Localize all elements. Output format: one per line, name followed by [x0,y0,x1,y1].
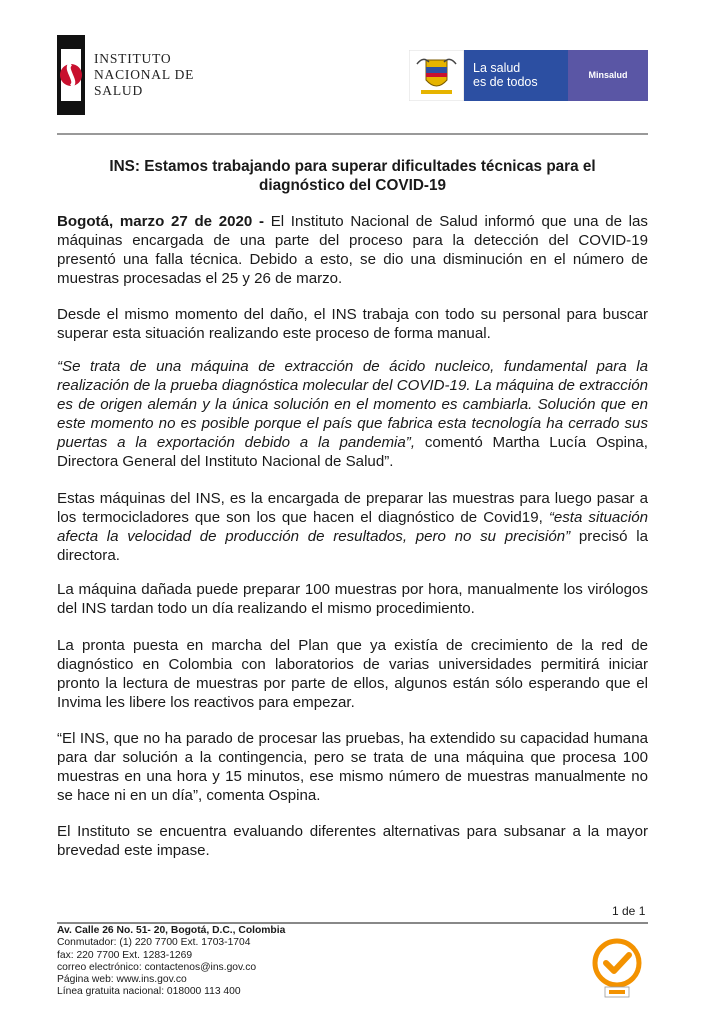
footer-address: Av. Calle 26 No. 51- 20, Bogotá, D.C., Colombia [57,925,286,936]
colombia-coat-of-arms-icon [409,50,464,101]
ins-logo-icon [57,35,85,115]
slogan-line1: La salud [473,61,521,75]
paragraph-3 [57,357,648,471]
paragraph-5: La máquina dañada puede preparar 100 muestras por hora, manualmente los virólogos del INS tardan todo un día realizando el mismo procedimiento. [57,581,648,617]
footer-hotline: Línea gratuita nacional: 018000 113 400 [57,986,241,998]
paragraph-2: Desde el mismo momento del daño, el INS trabaja con todo su personal para buscar superar esta situación realizando este proceso de forma manual. [57,306,648,342]
footer-divider [57,922,648,924]
quote-attribution: comentó Martha Lucía Ospina, Directora General del Instituto Nacional de Salud”. [57,434,648,470]
contact-footer [57,925,377,999]
footer-switchboard: Conmutador: (1) 220 7700 Ext. 1703-1704 [57,937,251,949]
paragraph-7: “El INS, que no ha parado de procesar las pruebas, ha extendido su capacidad humana para dar solución a la contingencia, pero se trata de una máquina que procesa 100 muestras en una hora y 15 minutos, ese mismo número de muestras manualmente no se hace ni en un día”, comenta Ospina. [57,730,648,804]
paragraph-1-text: El Instituto Nacional de Salud informó que una de las máquinas encargada de una parte del proceso para la detección del COVID-19 presentó una falla técnica. Debido a esto, se dio una disminución en el número de muestras procesadas el 25 y 26 de marzo. [57,213,648,287]
footer-fax: fax: 220 7700 Ext. 1283-1269 [57,949,193,961]
title-line1: INS: Estamos trabajando para superar dificultades técnicas para el [109,158,596,175]
slogan-line2: es de todos [473,75,538,89]
ministry-label: Minsalud [568,50,648,101]
institute-name-line1: INSTITUTO [94,51,172,66]
document-title [57,157,648,195]
sgs-certification-seal-icon [585,935,649,999]
footer-web: Página web: www.ins.gov.co [57,974,187,986]
paragraph-8: El Instituto se encuentra evaluando diferentes alternativas para subsanar a la mayor brevedad este impase. [57,823,648,859]
paragraph-4-text: Estas máquinas del INS, es la encargada de preparar las muestras para luego pasar a los termocicladores que son los que hacen el diagnóstico de Covid19, [57,490,648,526]
government-banner [409,50,648,101]
title-line2: diagnóstico del COVID-19 [259,177,446,194]
institute-name [94,51,194,99]
paragraph-1 [57,212,648,288]
slogan-box [464,50,568,101]
page-number: 1 de 1 [612,904,646,918]
header-divider [57,133,648,135]
paragraph-4 [57,489,648,565]
footer-email: correo electrónico: contactenos@ins.gov.co [57,961,257,973]
paragraph-6: La pronta puesta en marcha del Plan que ya existía de crecimiento de la red de diagnóstico en Colombia con laboratorios de varias universidades permitirá iniciar pronto la lectura de muestras por parte de ellos, algunos están sólo esperando que el Invima les libere los reactivos para empezar. [57,637,648,711]
paragraph-4-end: precisó la directora. [57,528,648,564]
dateline: Bogotá, marzo 27 de 2020 - [57,213,271,230]
quote-precision: “esta situación afecta la velocidad de producción de resultados, pero no su precisión” [57,509,648,545]
institute-name-line3: SALUD [94,83,144,98]
quote-ospina: “Se trata de una máquina de extracción de ácido nucleico, fundamental para la realización de la prueba diagnóstica molecular del COVID-19. La máquina de extracción es de origen alemán y la única solución en el momento es cambiarla. Solución que en este momento no es posible porque el país que fabrica esta tecnología ha cerrado sus puertas a la exportación debido a la pandemia”, [57,358,648,451]
institute-name-line2: NACIONAL DE [94,67,195,82]
